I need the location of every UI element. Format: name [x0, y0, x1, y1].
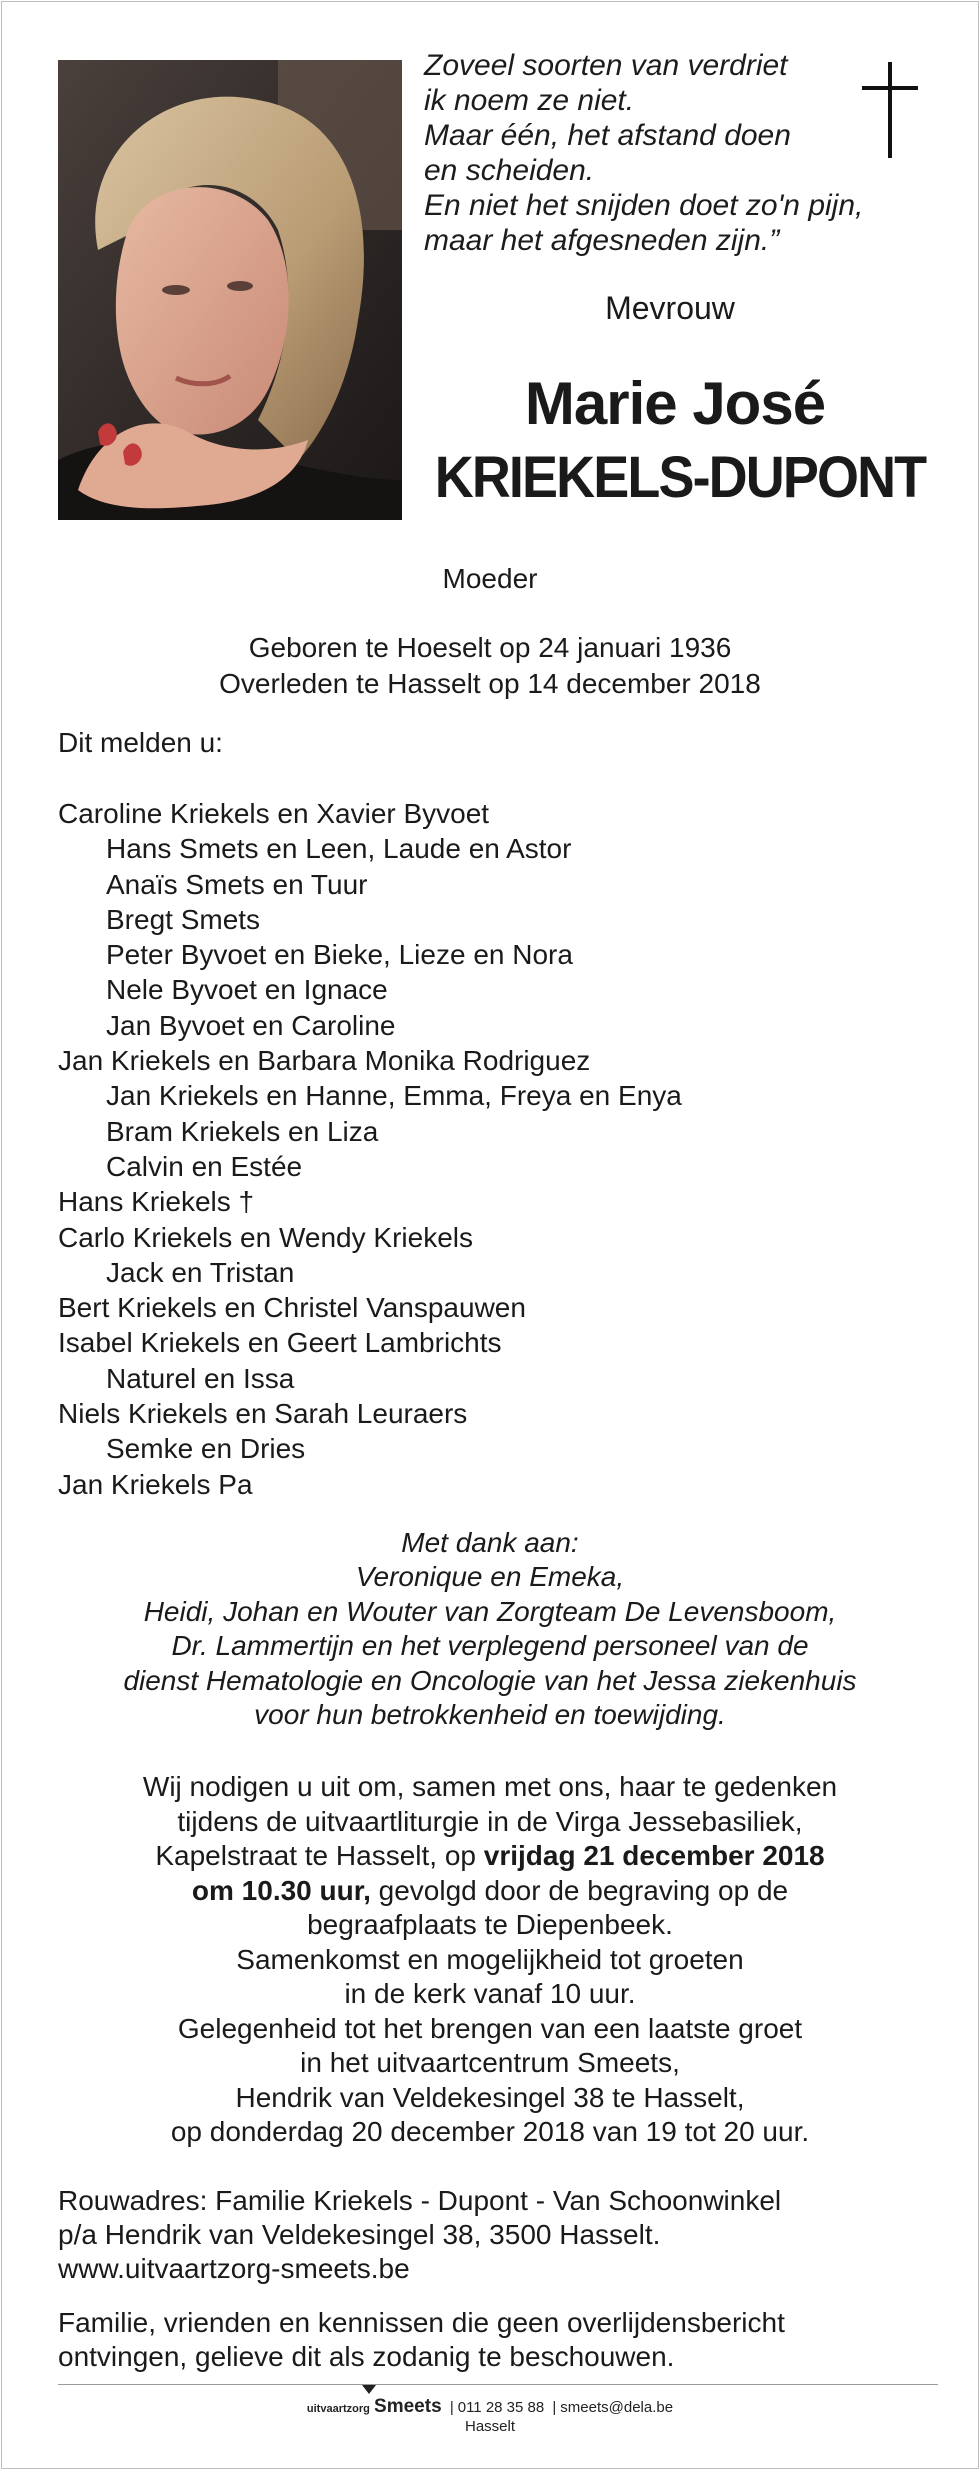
- deceased-last-names: KRIEKELS-DUPONT: [434, 445, 926, 510]
- portrait-photo: [58, 60, 402, 520]
- poem-line: en scheiden.: [424, 154, 595, 187]
- website-link[interactable]: www.uitvaartzorg-smeets.be: [58, 2253, 410, 2284]
- poem-line: ik noem ze niet.: [424, 84, 635, 117]
- poem-line: En niet het snijden doet zo'n pijn,: [424, 189, 864, 222]
- birth-line: Geboren te Hoeselt op 24 januari 1936: [248, 632, 732, 663]
- funeral-time: om 10.30 uur,: [191, 1874, 371, 1906]
- role-text: Moeder: [442, 563, 538, 594]
- invite-line: [40, 1874, 940, 1909]
- thanks-line: dienst Hematologie en Oncologie van het Jessa ziekenhuis: [123, 1664, 857, 1696]
- invite-line: Gelegenheid tot het brengen van een laatste groet: [177, 2012, 803, 2044]
- funeral-date: vrijdag 21 december 2018: [483, 1840, 825, 1871]
- family-member: Jan Kriekels en Barbara Monika Rodriguez: [58, 1045, 591, 1077]
- thanks-line: Heidi, Johan en Wouter van Zorgteam De Levensboom,: [143, 1595, 837, 1627]
- closing-note: [58, 2306, 938, 2374]
- deceased-first-names: Marie José: [524, 370, 826, 437]
- invite-line: Hendrik van Veldekesingel 38 te Hasselt,: [235, 2081, 745, 2113]
- brand-name: Smeets: [374, 2396, 442, 2417]
- family-member-child: Bregt Smets: [106, 903, 261, 935]
- family-member-child: Bram Kriekels en Liza: [106, 1115, 379, 1147]
- separator: |: [449, 2399, 454, 2416]
- family-member-child: Calvin en Estée: [106, 1150, 303, 1182]
- address-line: p/a Hendrik van Veldekesingel 38, 3500 Hasselt.: [58, 2219, 661, 2250]
- poem-line: Zoveel soorten van verdriet: [424, 49, 788, 82]
- invite-line: in de kerk vanaf 10 uur.: [344, 1978, 636, 2009]
- footer-city: Hasselt: [464, 2418, 516, 2435]
- footer: [40, 2398, 940, 2436]
- family-list: [58, 796, 918, 1502]
- family-member: Isabel Kriekels en Geert Lambrichts: [58, 1327, 502, 1359]
- invite-line: Wij nodigen u uit om, samen met ons, haar te gedenken: [142, 1771, 838, 1802]
- family-member-child: Nele Byvoet en Ignace: [106, 974, 388, 1006]
- family-member: Bert Kriekels en Christel Vanspauwen: [58, 1292, 526, 1324]
- triangle-marker-icon: [362, 2385, 376, 2394]
- footer-phone[interactable]: 011 28 35 88: [457, 2399, 545, 2416]
- family-member-child: Jan Byvoet en Caroline: [106, 1009, 396, 1041]
- footer-divider: [58, 2384, 938, 2385]
- closing-line: Familie, vrienden en kennissen die geen overlijdensbericht: [58, 2307, 785, 2338]
- brand-prefix: uitvaartzorg: [306, 2403, 370, 2415]
- poem: [424, 48, 894, 258]
- footer-email[interactable]: smeets@dela.be: [560, 2399, 674, 2416]
- separator: |: [552, 2399, 557, 2416]
- invitation-block: [40, 1770, 940, 2150]
- family-member-child: Anaïs Smets en Tuur: [106, 868, 368, 900]
- intro-text: Dit melden u:: [58, 727, 223, 758]
- family-member: Carlo Kriekels en Wendy Kriekels: [58, 1221, 473, 1253]
- poem-line: Maar één, het afstand doen: [424, 119, 791, 152]
- footer-contact: [40, 2398, 940, 2418]
- mourning-address: [58, 2184, 938, 2286]
- family-member-child: Peter Byvoet en Bieke, Lieze en Nora: [106, 939, 573, 971]
- invite-line: tijdens de uitvaartliturgie in de Virga Jessebasiliek,: [177, 1805, 803, 1837]
- salutation: Mevrouw: [605, 290, 735, 326]
- family-member-child: Naturel en Issa: [106, 1362, 295, 1394]
- invite-line: begraafplaats te Diepenbeek.: [307, 1909, 673, 1940]
- invite-line: in het uitvaartcentrum Smeets,: [300, 2047, 680, 2078]
- cross-icon: [862, 62, 918, 158]
- thanks-line: Veronique en Emeka,: [355, 1561, 625, 1593]
- invite-line: op donderdag 20 december 2018 van 19 tot 20 uur.: [170, 2116, 810, 2147]
- closing-line: ontvingen, gelieve dit als zodanig te beschouwen.: [58, 2341, 675, 2372]
- family-member: Caroline Kriekels en Xavier Byvoet: [58, 798, 490, 829]
- death-line: Overleden te Hasselt op 14 december 2018: [219, 668, 761, 699]
- invite-line: Samenkomst en mogelijkheid tot groeten: [236, 1943, 744, 1975]
- invite-line: [40, 1839, 940, 1874]
- family-member-child: Jack en Tristan: [106, 1256, 295, 1288]
- invite-text: gevolgd door de begraving op de: [370, 1874, 789, 1906]
- family-member-child: Jan Kriekels en Hanne, Emma, Freya en Enya: [106, 1080, 682, 1112]
- thanks-block: [40, 1526, 940, 1732]
- thanks-line: Met dank aan:: [401, 1527, 579, 1558]
- invite-text: Kapelstraat te Hasselt, op: [155, 1840, 484, 1871]
- life-dates: [130, 630, 850, 702]
- family-member: Jan Kriekels Pa: [58, 1468, 253, 1500]
- family-member-child: Hans Smets en Leen, Laude en Astor: [106, 833, 572, 865]
- family-member: Niels Kriekels en Sarah Leuraers: [58, 1398, 468, 1430]
- thanks-line: voor hun betrokkenheid en toewijding.: [254, 1699, 726, 1731]
- family-member-child: Semke en Dries: [106, 1433, 306, 1465]
- address-line: Rouwadres: Familie Kriekels - Dupont - Van Schoonwinkel: [58, 2185, 782, 2216]
- family-member: Hans Kriekels †: [58, 1186, 255, 1218]
- thanks-line: Dr. Lammertijn en het verplegend personeel van de: [171, 1630, 809, 1662]
- poem-line: maar het afgesneden zijn.”: [424, 224, 780, 257]
